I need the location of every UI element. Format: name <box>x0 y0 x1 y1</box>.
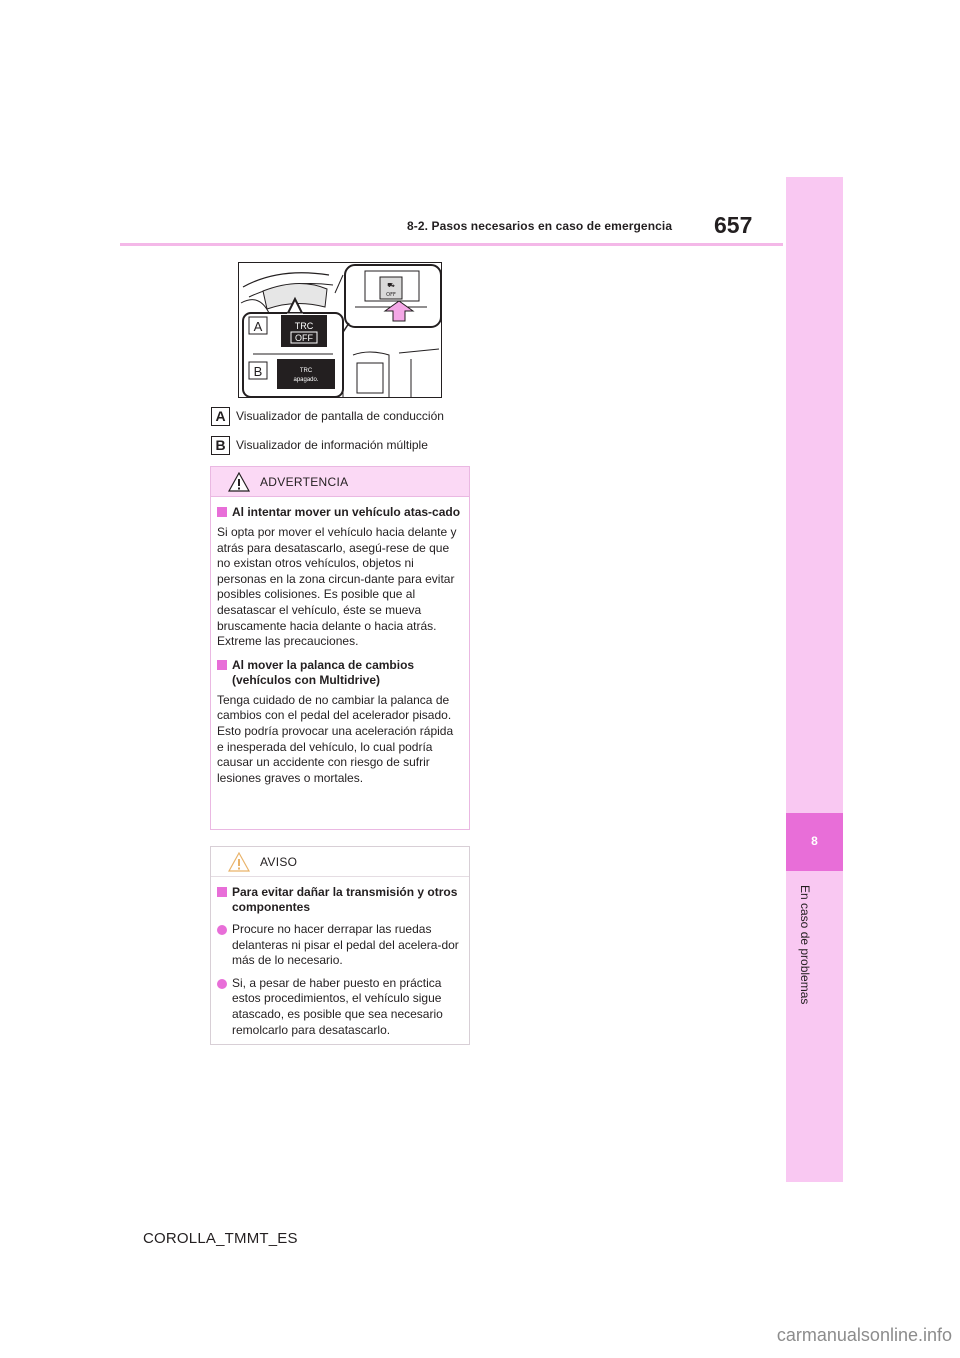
notice-bullet-text-2: Si, a pesar de haber puesto en práctica estos procedimientos, el vehículo sigue atascado, es posible que sea necesario remolcarlo para desatascarlo. <box>232 975 443 1037</box>
notice-bullet <box>217 922 463 969</box>
display-b-line1: TRC <box>299 368 313 374</box>
display-a-line1: TRC <box>294 321 314 331</box>
warning-item-heading <box>217 658 463 688</box>
dashboard-illustration <box>238 262 442 398</box>
square-bullet-icon <box>217 660 227 670</box>
chapter-number: 8 <box>811 834 818 848</box>
legend-text-a: Visualizador de pantalla de conducción <box>236 409 444 423</box>
notice-heading: Para evitar dañar la transmisión y otros componentes <box>232 885 458 914</box>
legend-text-b: Visualizador de información múltiple <box>236 438 428 452</box>
notice-item-heading <box>217 885 463 915</box>
dashboard-drawing <box>239 263 442 398</box>
notice-box <box>210 846 470 1045</box>
round-bullet-icon <box>217 925 227 935</box>
warning-item-heading <box>217 505 463 520</box>
header-rule <box>120 243 783 246</box>
notice-header <box>211 847 469 877</box>
svg-text:⛟: ⛟ <box>387 282 395 289</box>
warning-heading-1: Al intentar mover un vehículo atas-cado <box>232 505 461 519</box>
warning-title: ADVERTENCIA <box>260 475 349 489</box>
warning-header <box>211 467 469 497</box>
model-code: COROLLA_TMMT_ES <box>143 1230 298 1247</box>
round-bullet-icon <box>217 979 227 989</box>
square-bullet-icon <box>217 507 227 517</box>
svg-text:OFF: OFF <box>386 292 396 298</box>
page-number: 657 <box>714 212 753 238</box>
warning-paragraph-2: Tenga cuidado de no cambiar la palanca de cambios con el pedal del acelerador pisado. <box>217 692 452 723</box>
figure-label-b: B <box>253 364 263 379</box>
warning-paragraph-1: Si opta por mover el vehículo hacia delante y atrás para desatascarlo, asegú-rese de que no existan otros vehículos, objetos ni personas en la zona circun-dante para evitar posibles colisiones. Es posible que al desatascar el vehículo, éste se mueva bruscamente hacia delante o hacia atrás. Extreme las precauciones. <box>217 525 457 649</box>
warning-heading-2: Al mover la palanca de cambios (vehículos con Multidrive) <box>232 657 415 687</box>
chapter-side-tab <box>786 177 843 1182</box>
legend-letter-b: B <box>211 436 230 455</box>
warning-box <box>210 466 470 830</box>
watermark: carmanualsonline.info <box>776 1325 952 1345</box>
display-b-line2: apagado. <box>293 377 319 383</box>
warning-triangle-icon <box>228 472 250 492</box>
square-bullet-icon <box>217 887 227 897</box>
display-a-line2: OFF <box>295 333 313 343</box>
legend-letter-a: A <box>211 407 230 426</box>
notice-title: AVISO <box>260 855 298 869</box>
chapter-label: En caso de problemas <box>798 885 812 1005</box>
section-title: 8-2. Pasos necesarios en caso de emergencia <box>407 219 673 233</box>
warning-paragraph-3: Esto podría provocar una aceleración rápida e inesperada del vehículo, lo cual podría causar un accidente con riesgo de sufrir lesiones graves o mortales. <box>217 723 454 785</box>
notice-bullet <box>217 976 463 1038</box>
figure-label-a: A <box>253 319 263 334</box>
caution-triangle-icon <box>228 852 250 872</box>
notice-bullet-text-1: Procure no hacer derrapar las ruedas delanteras ni pisar el pedal del acelera-dor más de lo necesario. <box>232 922 459 968</box>
